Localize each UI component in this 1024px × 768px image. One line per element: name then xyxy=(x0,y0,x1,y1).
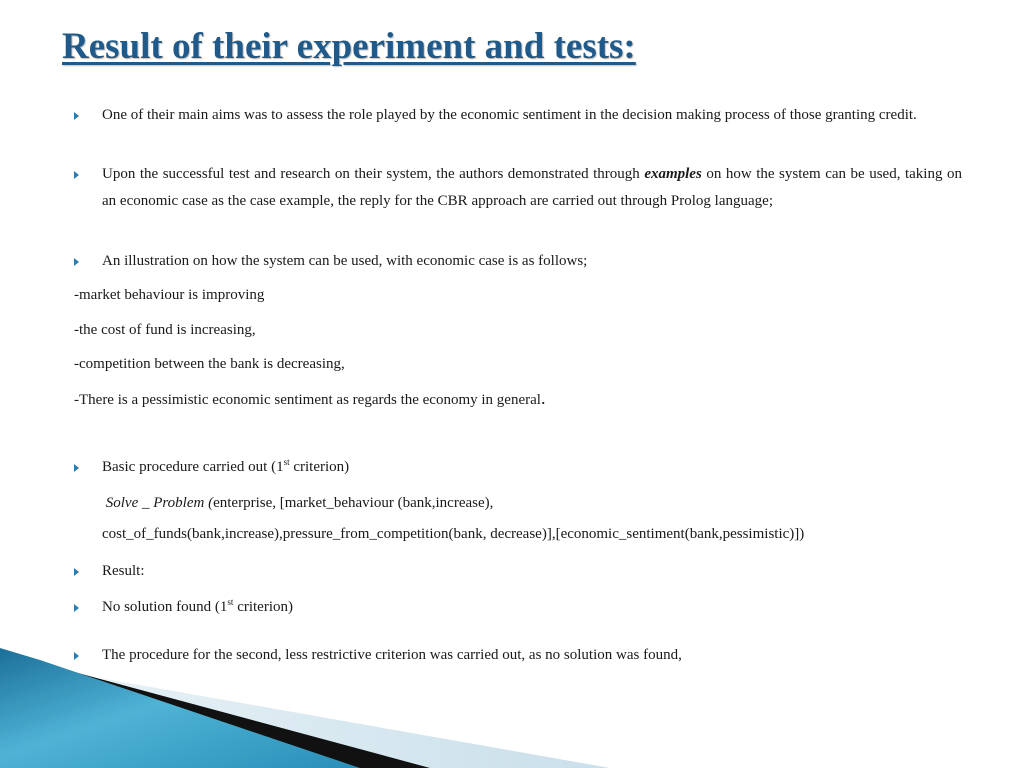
bullet-text-part: Upon the successful test and research on their system, the authors demonstrated through xyxy=(102,166,645,182)
superscript: st xyxy=(283,457,290,467)
code-args: enterprise, [market_behaviour (bank,increase), xyxy=(213,495,494,511)
bullet-text-part: Basic procedure carried out (1 xyxy=(102,459,284,475)
period: . xyxy=(540,388,546,408)
bullet-text-part: on how the system can be used, taking on an economic case as the case example, the reply for the CBR approach are carried out through Prolog language; xyxy=(102,166,962,209)
teal-swoosh xyxy=(0,648,360,768)
bullet-text: Result: xyxy=(102,563,145,579)
slide-title: Result of their experiment and tests: xyxy=(62,26,636,67)
condition-line: -the cost of fund is increasing, xyxy=(74,322,256,338)
condition-line-text: -There is a pessimistic economic sentiment as regards the economy in general xyxy=(74,392,541,408)
bullet-text: The procedure for the second, less restrictive criterion was carried out, as no solution was found, xyxy=(102,647,682,663)
condition-line: -market behaviour is improving xyxy=(74,287,265,303)
condition-line: -competition between the bank is decreasing, xyxy=(74,356,345,372)
bullet-text-part: criterion) xyxy=(233,599,293,615)
bullet-text: An illustration on how the system can be used, with economic case is as follows; xyxy=(102,253,588,269)
bullet-text-part: No solution found (1 xyxy=(102,599,228,615)
emphasis-examples: examples xyxy=(644,166,702,182)
code-function-name: Solve _ Problem ( xyxy=(105,495,214,511)
bullet-text: One of their main aims was to assess the role played by the economic sentiment in the decision making process of those granting credit. xyxy=(102,107,917,123)
superscript: st xyxy=(227,597,234,607)
code-line-2: cost_of_funds(bank,increase),pressure_from_competition(bank, decrease)],[economic_sentiment(bank,pessimistic)]) xyxy=(102,526,805,542)
bullet-text-part: criterion) xyxy=(289,459,350,475)
